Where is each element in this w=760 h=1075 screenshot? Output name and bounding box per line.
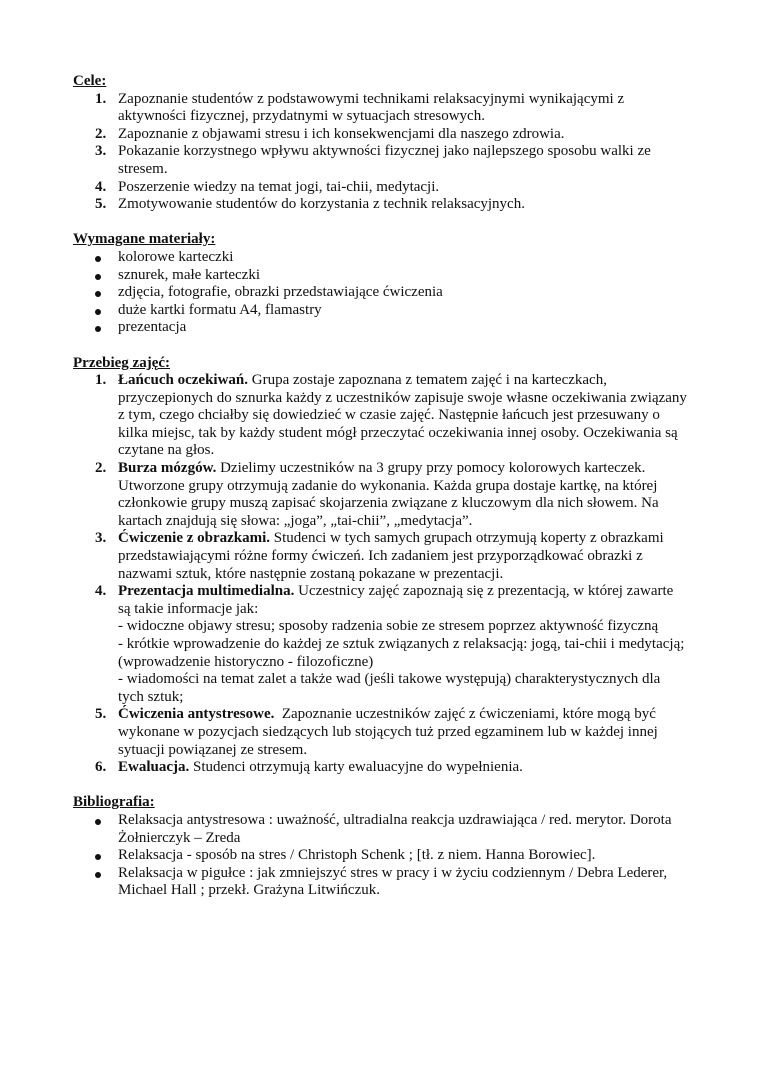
- bullet-icon: [95, 854, 101, 860]
- list-item: [73, 706, 688, 759]
- item-text: Zmotywowanie studentów do korzystania z technik relaksacyjnych.: [118, 196, 525, 213]
- item-number: 3.: [95, 143, 107, 160]
- item-text: Studenci otrzymują karty ewaluacyjne do wypełnienia.: [189, 759, 523, 776]
- item-number: 2.: [95, 125, 107, 142]
- bullet-icon: [95, 819, 101, 825]
- item-number: 6.: [95, 759, 107, 776]
- goals-list: [73, 91, 688, 214]
- list-item: [73, 847, 688, 865]
- document-page: [73, 73, 688, 900]
- item-text: Zapoznanie z objawami stresu i ich konsekwencjami dla naszego zdrowia.: [118, 125, 565, 142]
- list-item: [73, 530, 688, 583]
- bullet-icon: [95, 309, 101, 315]
- bullet-icon: [95, 256, 101, 262]
- item-text: duże kartki formatu A4, flamastry: [118, 301, 322, 318]
- item-text: Dzielimy uczestników na 3 grupy przy pomocy kolorowych karteczek. Utworzone grupy otrzymują zadanie do wykonania. Każda grupa dostaje kartkę, na której członkowie grupy muszą zapisać skojarzenia związane z kluczowym dla nich słowem. Na kartach znajdują się słowa: „joga”, „tai-chii”, „medytacja”.: [118, 460, 659, 529]
- list-item: [73, 196, 688, 214]
- list-item: [73, 284, 688, 302]
- item-text: kolorowe karteczki: [118, 248, 234, 265]
- bullet-icon: [95, 291, 101, 297]
- item-number: 1.: [95, 372, 107, 389]
- item-text: Zapoznanie studentów z podstawowymi technikami relaksacyjnymi wynikającymi z aktywności fizycznej, przydatnymi w sytuacjach stresowych.: [118, 90, 625, 125]
- bullet-icon: [95, 274, 101, 280]
- list-item: [73, 91, 688, 126]
- list-item: [73, 267, 688, 285]
- list-item: [73, 759, 688, 777]
- list-item: [73, 583, 688, 706]
- item-text: Relaksacja antystresowa : uważność, ultradialna reakcja uzdrawiająca / red. merytor. Dorota Żołnierczyk – Zreda: [118, 811, 672, 846]
- item-number: 1.: [95, 90, 107, 107]
- course-steps-list: [73, 372, 688, 777]
- item-title: Ewaluacja.: [118, 759, 190, 776]
- item-text: Poszerzenie wiedzy na temat jogi, tai-chii, medytacji.: [118, 178, 440, 195]
- list-item: [73, 302, 688, 320]
- list-item: [73, 249, 688, 267]
- item-title: Ćwiczenie z obrazkami.: [118, 530, 271, 547]
- item-text: sznurek, małe karteczki: [118, 266, 261, 283]
- item-number: 5.: [95, 706, 107, 723]
- item-number: 3.: [95, 530, 107, 547]
- item-number: 5.: [95, 196, 107, 213]
- sub-point: - krótkie wprowadzenie do każdej ze sztuk związanych z relaksacją: jogą, tai-chii i medytacją; (wprowadzenie historyczno - filozoficzne): [118, 636, 685, 670]
- item-title: Prezentacja multimedialna.: [118, 583, 295, 600]
- list-item: [73, 319, 688, 337]
- item-text: Uczestnicy zajęć zapoznają się z prezentacją, w której zawarte są takie informacje jak:: [118, 583, 674, 617]
- materials-list: [73, 249, 688, 337]
- item-text: Relaksacja w pigułce : jak zmniejszyć stres w pracy i w życiu codziennym / Debra Lederer, Michael Hall ; przekł. Grażyna Litwińczuk.: [118, 864, 668, 899]
- sub-point: - wiadomości na temat zalet a także wad (jeśli takowe występują) charakterystycznych dla tych sztuk;: [118, 671, 661, 705]
- section-heading-bibliografia: Bibliografia:: [73, 794, 155, 811]
- list-item: [73, 372, 688, 460]
- item-number: 4.: [95, 178, 107, 195]
- list-item: [73, 126, 688, 144]
- item-text: zdjęcia, fotografie, obrazki przedstawiające ćwiczenia: [118, 284, 443, 301]
- sub-point: - widoczne objawy stresu; sposoby radzenia sobie ze stresem poprzez aktywność fizyczną: [118, 618, 659, 635]
- list-item: [73, 143, 688, 178]
- list-item: [73, 812, 688, 847]
- item-number: 4.: [95, 583, 107, 600]
- item-number: 2.: [95, 460, 107, 477]
- bullet-icon: [95, 326, 101, 332]
- list-item: [73, 865, 688, 900]
- section-heading-materialy: Wymagane materiały:: [73, 231, 216, 248]
- item-text: Zapoznanie uczestników zajęć z ćwiczeniami, które mogą być wykonane w pozycjach siedzących lub stojących tuż przed egzaminem lub w każdej innej sytuacji powiązanej ze stresem.: [118, 706, 662, 758]
- item-title: Burza mózgów.: [118, 460, 217, 477]
- item-text: Pokazanie korzystnego wpływu aktywności fizycznej jako najlepszego sposobu walki ze stresem.: [118, 143, 651, 177]
- section-heading-cele: Cele:: [73, 73, 107, 89]
- item-text: prezentacja: [118, 319, 187, 336]
- item-title: Łańcuch oczekiwań.: [118, 372, 249, 389]
- bullet-icon: [95, 872, 101, 878]
- bibliography-list: [73, 812, 688, 900]
- item-text: Grupa zostaje zapoznana z tematem zajęć i na karteczkach, przyczepionych do sznurka każdy z uczestników zapisuje swoje własne oczekiwania związany z tym, czego chciałby się dowiedzieć w czasie zajęć. Następnie łańcuch jest przesuwany o kilka miejsc, tak by każdy student mógł przeczytać oczekiwania innej osoby. Oczekiwania są czytane na głos.: [118, 372, 687, 459]
- list-item: [73, 179, 688, 197]
- item-title: Ćwiczenia antystresowe.: [118, 706, 275, 723]
- item-text: Studenci w tych samych grupach otrzymują koperty z obrazkami przedstawiającymi różne formy ćwiczeń. Ich zadaniem jest przyporządkować obrazki z nazwami sztuk, które następnie zostaną pokazane w prezentacji.: [118, 530, 664, 582]
- section-heading-przebieg: Przebieg zajęć:: [73, 354, 171, 371]
- item-text: Relaksacja - sposób na stres / Christoph Schenk ; [tł. z niem. Hanna Borowiec].: [118, 847, 596, 864]
- list-item: [73, 460, 688, 530]
